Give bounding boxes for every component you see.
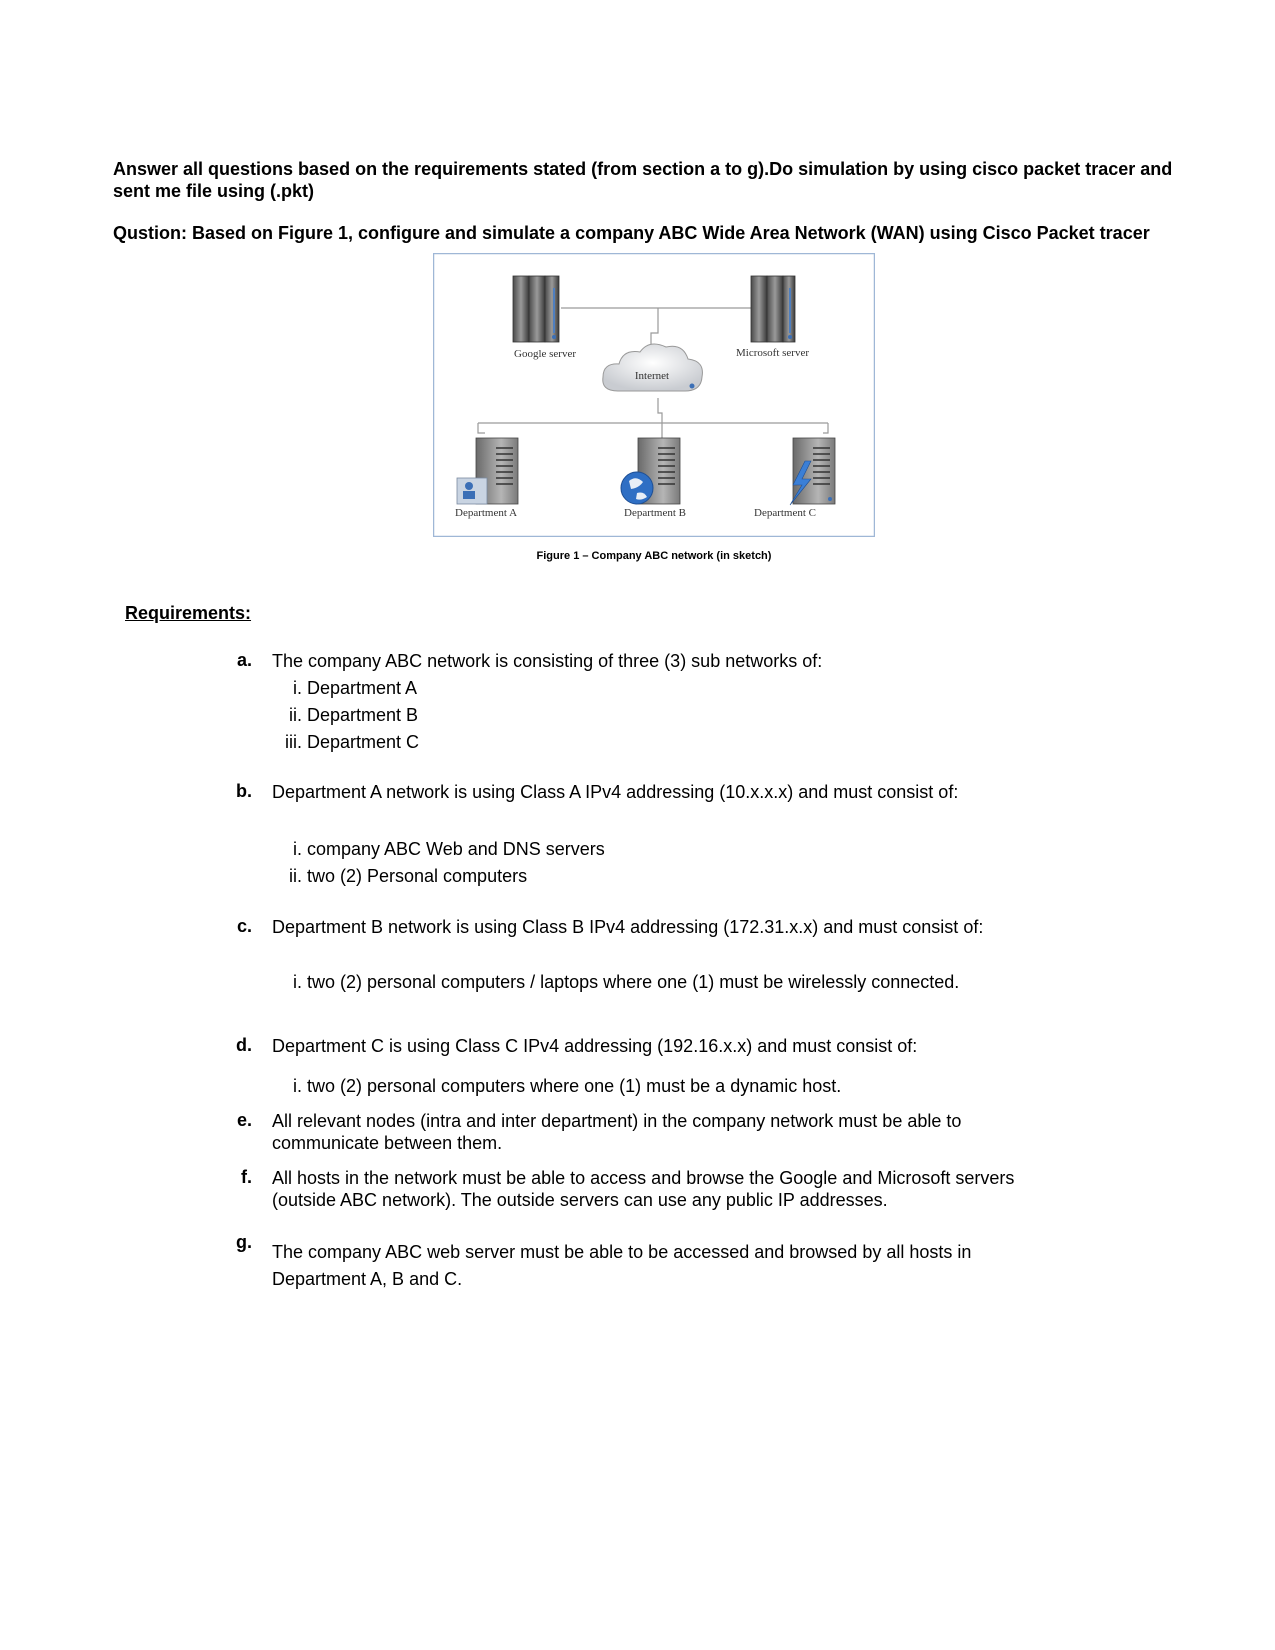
microsoft-server-icon <box>751 276 795 342</box>
department-c-server-icon <box>790 438 835 505</box>
requirement-c-item: i. two (2) personal computers / laptops where one (1) must be wirelessly connected. <box>293 972 960 992</box>
requirements-heading: Requirements: <box>125 603 252 623</box>
department-c-label: Department C <box>754 507 817 519</box>
intro-text: Answer all questions based on the requirements stated (from section a to g).Do simulation by using cisco packet tracer and sent me file using (.pkt) <box>113 159 1173 201</box>
requirement-b-item: ii. two (2) Personal computers <box>289 866 528 886</box>
internet-label: Internet <box>634 370 670 382</box>
google-server-icon <box>513 276 559 342</box>
requirement-g-text: The company ABC web server must be able to be accessed and browsed by all hosts in Department A, B and C. <box>272 1242 972 1289</box>
google-server-label: Google server <box>514 348 577 360</box>
requirement-c-label: c. <box>236 916 252 936</box>
requirement-f-label: f. <box>241 1167 252 1187</box>
question-text: Qustion: Based on Figure 1, configure and simulate a company ABC Wide Area Network (WAN) using Cisco Packet tracer <box>113 223 1150 243</box>
requirement-e-label: e. <box>236 1110 252 1130</box>
requirement-a-item: i. Department A <box>293 678 418 698</box>
requirement-e-text: All relevant nodes (intra and inter department) in the company network must be able to communicate between them. <box>272 1111 962 1153</box>
requirement-c-text: Department B network is using Class B IPv4 addressing (172.31.x.x) and must consist of: <box>272 917 984 937</box>
figure-caption: Figure 1 – Company ABC network (in sketch) <box>536 550 772 562</box>
department-a-label: Department A <box>455 507 518 519</box>
requirement-d-item: i. two (2) personal computers where one (1) must be a dynamic host. <box>293 1076 842 1096</box>
requirement-a-text: The company ABC network is consisting of three (3) sub networks of: <box>272 651 823 671</box>
requirement-g-label: g. <box>236 1232 252 1252</box>
requirement-a-item: iii. Department C <box>285 732 420 752</box>
network-figure <box>433 253 875 537</box>
microsoft-server-label: Microsoft server <box>736 347 810 359</box>
requirement-d-label: d. <box>236 1035 252 1055</box>
requirement-b-label: b. <box>236 781 252 801</box>
requirement-a-item: ii. Department B <box>289 705 419 725</box>
requirement-d-text: Department C is using Class C IPv4 addressing (192.16.x.x) and must consist of: <box>272 1036 918 1056</box>
requirement-b-item: i. company ABC Web and DNS servers <box>293 839 605 859</box>
department-b-label: Department B <box>624 507 687 519</box>
requirement-f-text: All hosts in the network must be able to access and browse the Google and Microsoft servers (outside ABC network). The outside servers can use any public IP addresses. <box>272 1168 1015 1210</box>
requirement-b-text: Department A network is using Class A IPv4 addressing (10.x.x.x) and must consist of: <box>272 782 959 802</box>
requirement-a-label: a. <box>236 650 252 670</box>
